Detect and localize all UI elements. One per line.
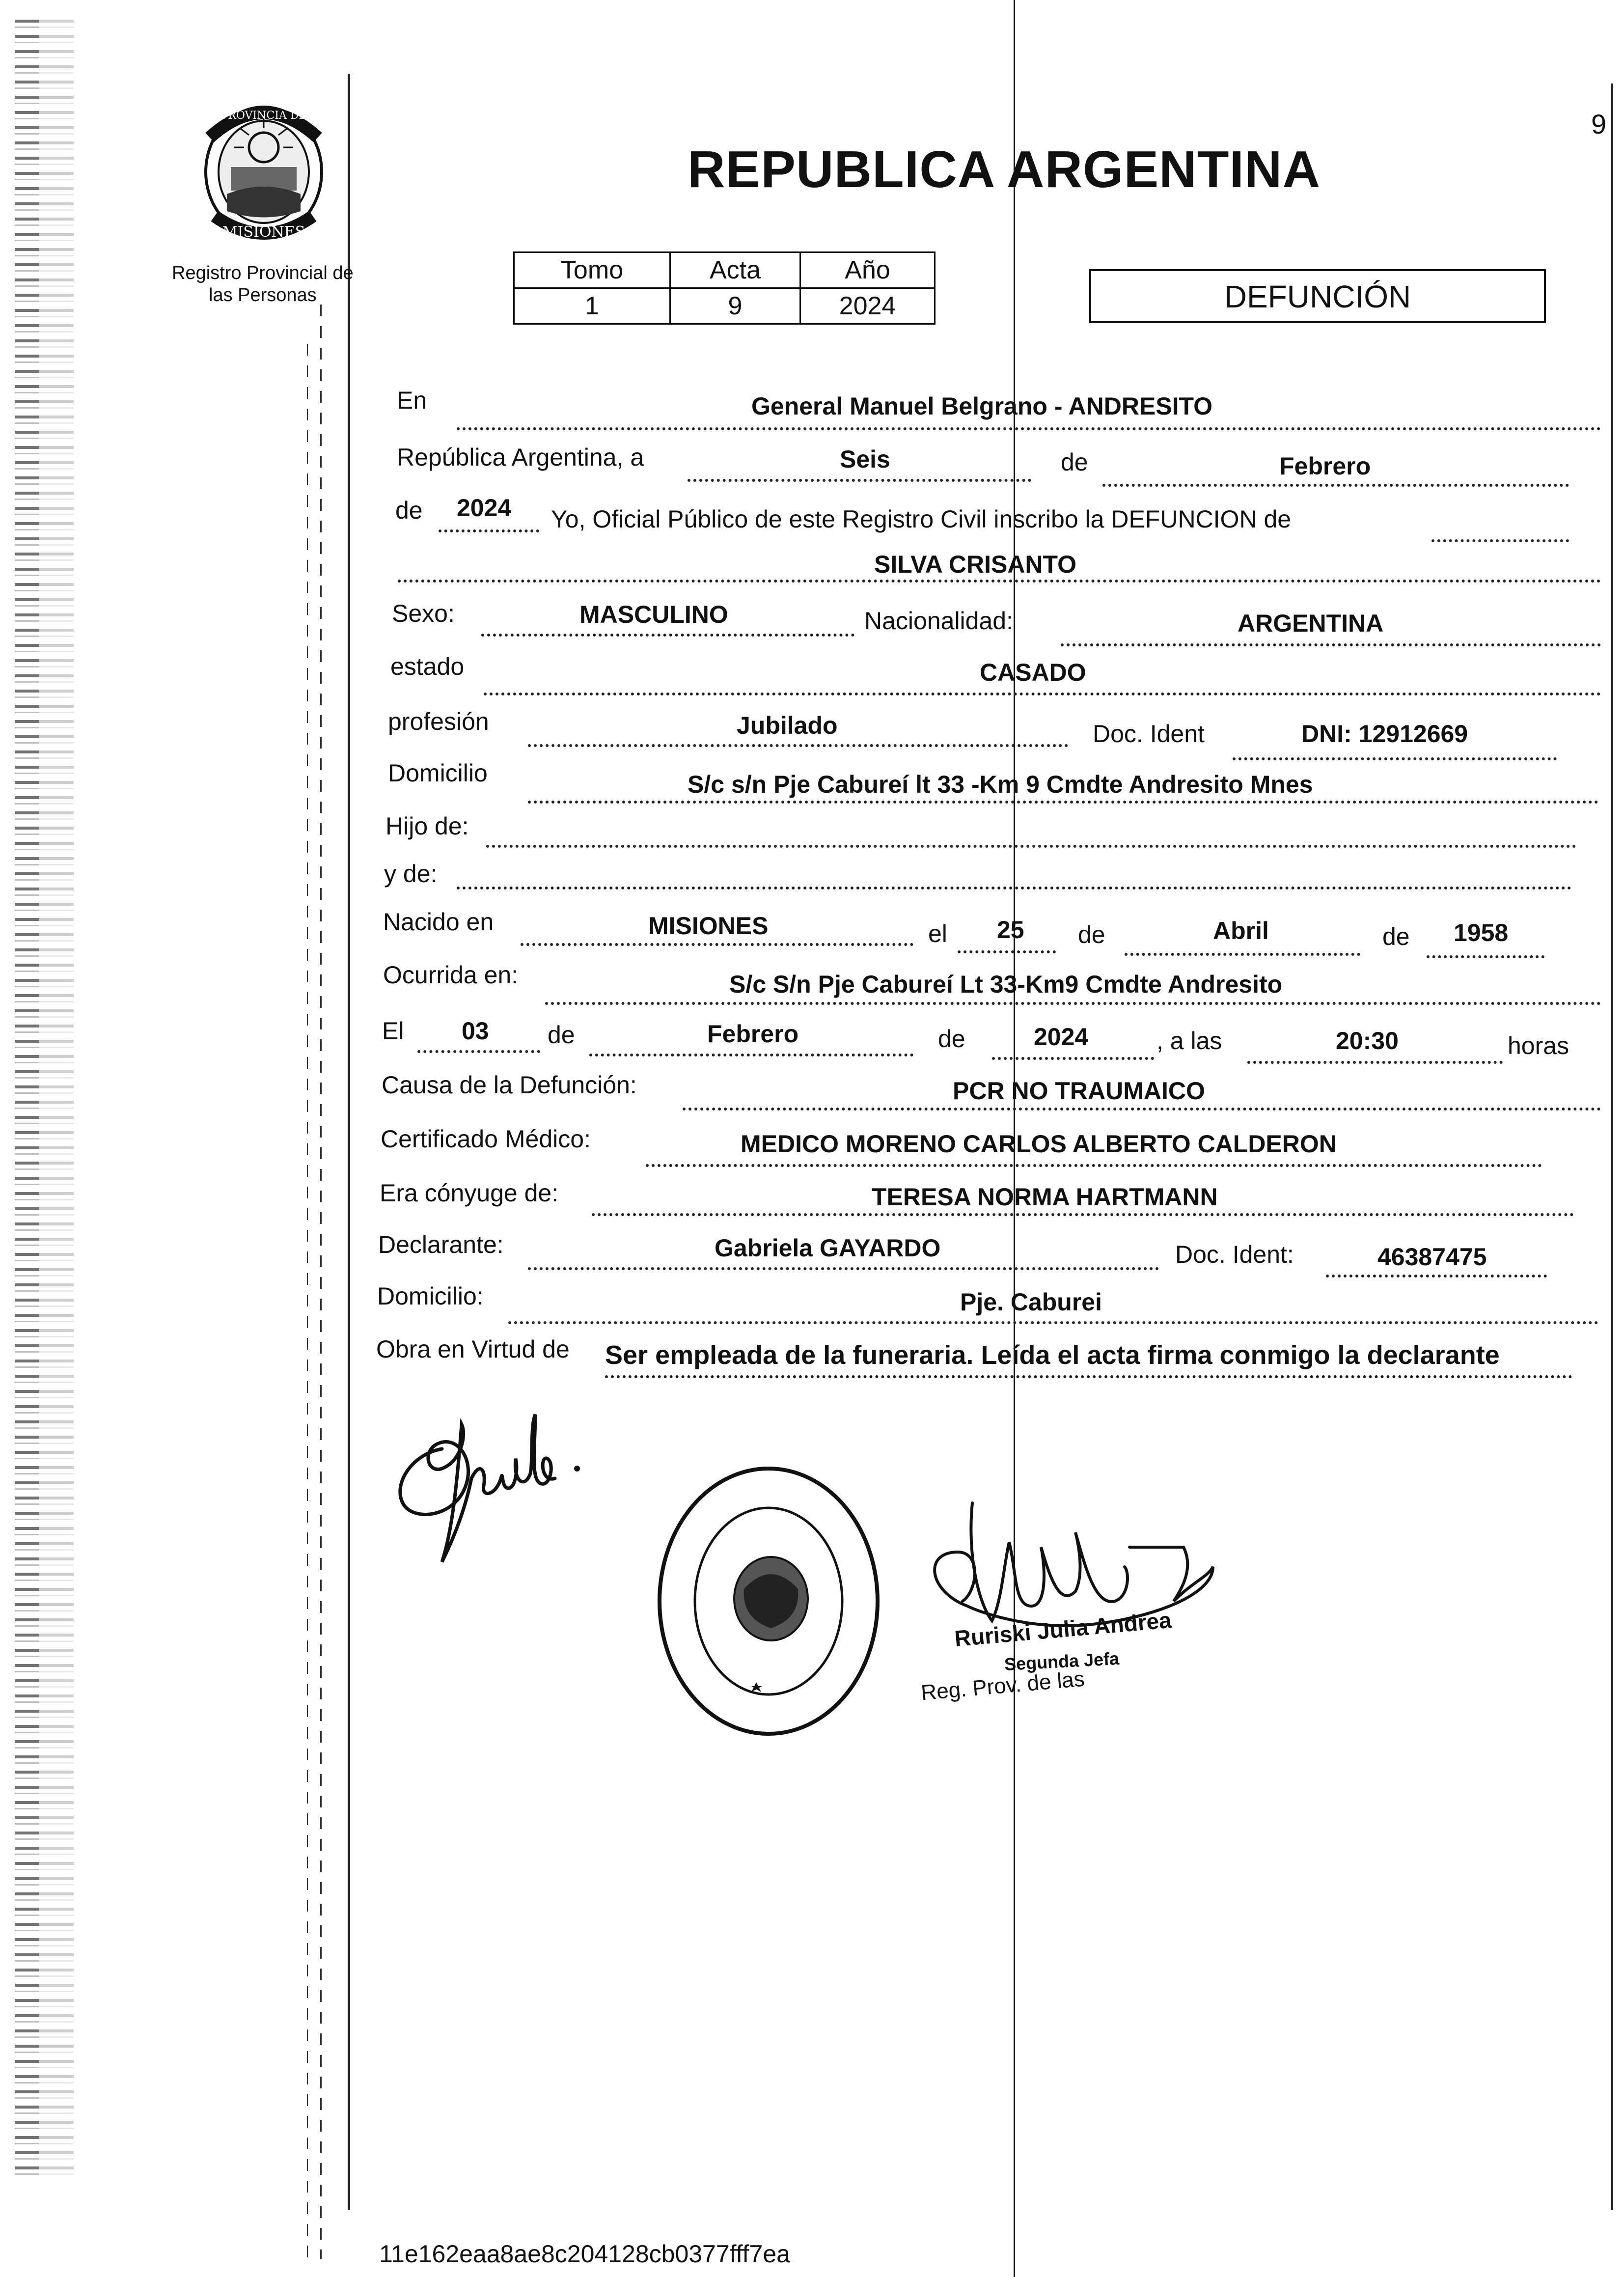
- declarante-doc-label: Doc. Ident:: [1175, 1241, 1294, 1268]
- footer-hash: 11e162eaa8ae8c204128cb0377fff7ea: [379, 2240, 790, 2268]
- domicilio-value: S/c s/n Pje Cabureí lt 33 -Km 9 Cmdte Andresito Mnes: [688, 771, 1313, 798]
- deceased-name: SILVA CRISANTO: [874, 551, 1077, 578]
- death-year: 2024: [1034, 1023, 1089, 1051]
- sexo-value: MASCULINO: [579, 601, 728, 628]
- obra-value: Ser empleada de la funeraria. Leída el acta firma conmigo la declarante: [605, 1340, 1500, 1370]
- domicilio-label: Domicilio: [388, 759, 488, 787]
- record-type-box: DEFUNCIÓN: [1089, 269, 1546, 323]
- birth-month-dots: [1125, 953, 1360, 956]
- official-title: Segunda Jefa: [1004, 1648, 1120, 1675]
- hijo-dots: [486, 845, 1576, 848]
- y-de-dots: [457, 887, 1571, 889]
- certificado-dots: [646, 1164, 1542, 1167]
- estado-dots: [484, 693, 1601, 695]
- profesion-value: Jubilado: [737, 712, 838, 739]
- official-stamp: [653, 1461, 884, 1741]
- month-dots: [1102, 484, 1569, 487]
- y-de-label: y de:: [384, 860, 438, 888]
- nacido-value: MISIONES: [648, 912, 769, 940]
- ocurrida-label: Ocurrida en:: [383, 961, 519, 989]
- official-name: Ruriski Julia Andrea: [953, 1607, 1173, 1652]
- certificado-label: Certificado Médico:: [381, 1125, 591, 1153]
- statement: Yo, Oficial Público de este Registro Civil inscribo la DEFUNCION de: [551, 505, 1292, 533]
- causa-dots: [683, 1108, 1601, 1111]
- country-title: REPUBLICA ARGENTINA: [688, 140, 1321, 198]
- registry-line-1: Registro Provincial de: [172, 263, 354, 283]
- record-box: [513, 251, 936, 325]
- obra-dots: [605, 1375, 1572, 1378]
- logo-text-top: PROVINCIA DE: [220, 110, 307, 122]
- page-number: 9: [1591, 109, 1607, 139]
- de-label-1: de: [1061, 448, 1088, 476]
- conyuge-value: TERESA NORMA HARTMANN: [872, 1183, 1218, 1211]
- ocurrida-value: S/c S/n Pje Cabureí Lt 33-Km9 Cmdte Andresito: [729, 971, 1283, 998]
- profesion-dots: [528, 744, 1068, 747]
- causa-value: PCR NO TRAUMAICO: [953, 1077, 1205, 1105]
- death-day-dots: [417, 1050, 540, 1053]
- perforation-line: [320, 305, 322, 2259]
- acta-value: 9: [670, 288, 800, 324]
- causa-label: Causa de la Defunción:: [382, 1071, 637, 1099]
- doc-label: Doc. Ident: [1093, 720, 1205, 748]
- declarante-doc-value: 46387475: [1377, 1243, 1487, 1271]
- sexo-dots: [481, 634, 854, 637]
- province-logo: [193, 93, 335, 246]
- death-time: 20:30: [1336, 1027, 1399, 1055]
- conyuge-dots: [592, 1213, 1574, 1216]
- ano-value: 2024: [800, 288, 935, 324]
- scan-edge-noise: [15, 20, 113, 2181]
- name-dots: [398, 580, 1601, 583]
- nacido-dots: [521, 943, 913, 946]
- nacionalidad-label: Nacionalidad:: [864, 607, 1013, 635]
- death-de-2: de: [938, 1025, 965, 1053]
- estado-value: CASADO: [980, 659, 1086, 686]
- birth-de-2: de: [1382, 923, 1410, 950]
- estado-label: estado: [390, 653, 465, 680]
- nacido-label: Nacido en: [383, 908, 494, 936]
- hijo-label: Hijo de:: [385, 812, 469, 840]
- sexo-label: Sexo:: [392, 600, 455, 627]
- ano-header: Año: [800, 252, 935, 288]
- right-border-line: [1611, 83, 1613, 2210]
- year-dots: [439, 529, 539, 532]
- day-words: Seis: [840, 445, 890, 473]
- birth-day-dots: [958, 950, 1056, 953]
- logo-text-bottom: MISIONES: [222, 223, 305, 241]
- domicilio2-dots: [508, 1321, 1598, 1324]
- birth-day: 25: [997, 916, 1024, 944]
- death-month-dots: [589, 1054, 913, 1056]
- birth-year-dots: [1427, 955, 1544, 958]
- birth-month: Abril: [1213, 917, 1269, 944]
- republica-label: República Argentina, a: [397, 444, 644, 471]
- en-value: General Manuel Belgrano - ANDRESITO: [751, 392, 1213, 420]
- birth-year: 1958: [1454, 919, 1509, 946]
- nacionalidad-value: ARGENTINA: [1238, 610, 1384, 637]
- registry-line-2: las Personas: [209, 285, 317, 305]
- doc-value: DNI: 12912669: [1301, 720, 1468, 748]
- left-border-line: [348, 74, 350, 2210]
- declarante-label: Declarante:: [378, 1231, 504, 1258]
- day-dots: [688, 479, 1031, 482]
- death-month: Febrero: [707, 1020, 799, 1048]
- certificado-value: MEDICO MORENO CARLOS ALBERTO CALDERON: [741, 1130, 1337, 1158]
- perforation-line-2: [307, 344, 308, 2259]
- death-year-dots: [992, 1057, 1154, 1060]
- official-office: Reg. Prov. de las: [920, 1666, 1086, 1705]
- death-de-1: de: [548, 1021, 575, 1049]
- nacionalidad-dots: [1061, 643, 1601, 646]
- statement-dots: [1431, 539, 1569, 542]
- death-day: 03: [462, 1017, 489, 1045]
- profesion-label: profesión: [388, 708, 489, 735]
- el-label: el: [928, 920, 947, 947]
- a-las-label: , a las: [1156, 1027, 1222, 1055]
- declarante-value: Gabriela GAYARDO: [715, 1234, 941, 1262]
- tomo-header: Tomo: [514, 252, 670, 288]
- declarant-signature: [383, 1405, 589, 1582]
- el2-label: El: [382, 1017, 404, 1045]
- ocurrida-dots: [545, 1002, 1601, 1005]
- en-label: En: [397, 387, 427, 414]
- declarante-doc-dots: [1326, 1275, 1547, 1277]
- conyuge-label: Era cónyuge de:: [380, 1179, 559, 1207]
- domicilio2-value: Pje. Caburei: [960, 1288, 1102, 1316]
- month-value: Febrero: [1279, 452, 1371, 480]
- horas-label: horas: [1508, 1032, 1569, 1059]
- domicilio2-label: Domicilio:: [377, 1282, 484, 1310]
- death-time-dots: [1247, 1061, 1503, 1064]
- year-value: 2024: [457, 494, 512, 522]
- year-prefix: de: [395, 497, 423, 524]
- acta-header: Acta: [670, 252, 800, 288]
- domicilio-dots: [528, 801, 1598, 804]
- en-dots: [457, 427, 1601, 430]
- obra-label: Obra en Virtud de: [376, 1335, 570, 1363]
- doc-dots: [1233, 757, 1557, 760]
- birth-de-1: de: [1078, 921, 1105, 948]
- tomo-value: 1: [514, 288, 670, 324]
- declarante-dots: [528, 1267, 1159, 1270]
